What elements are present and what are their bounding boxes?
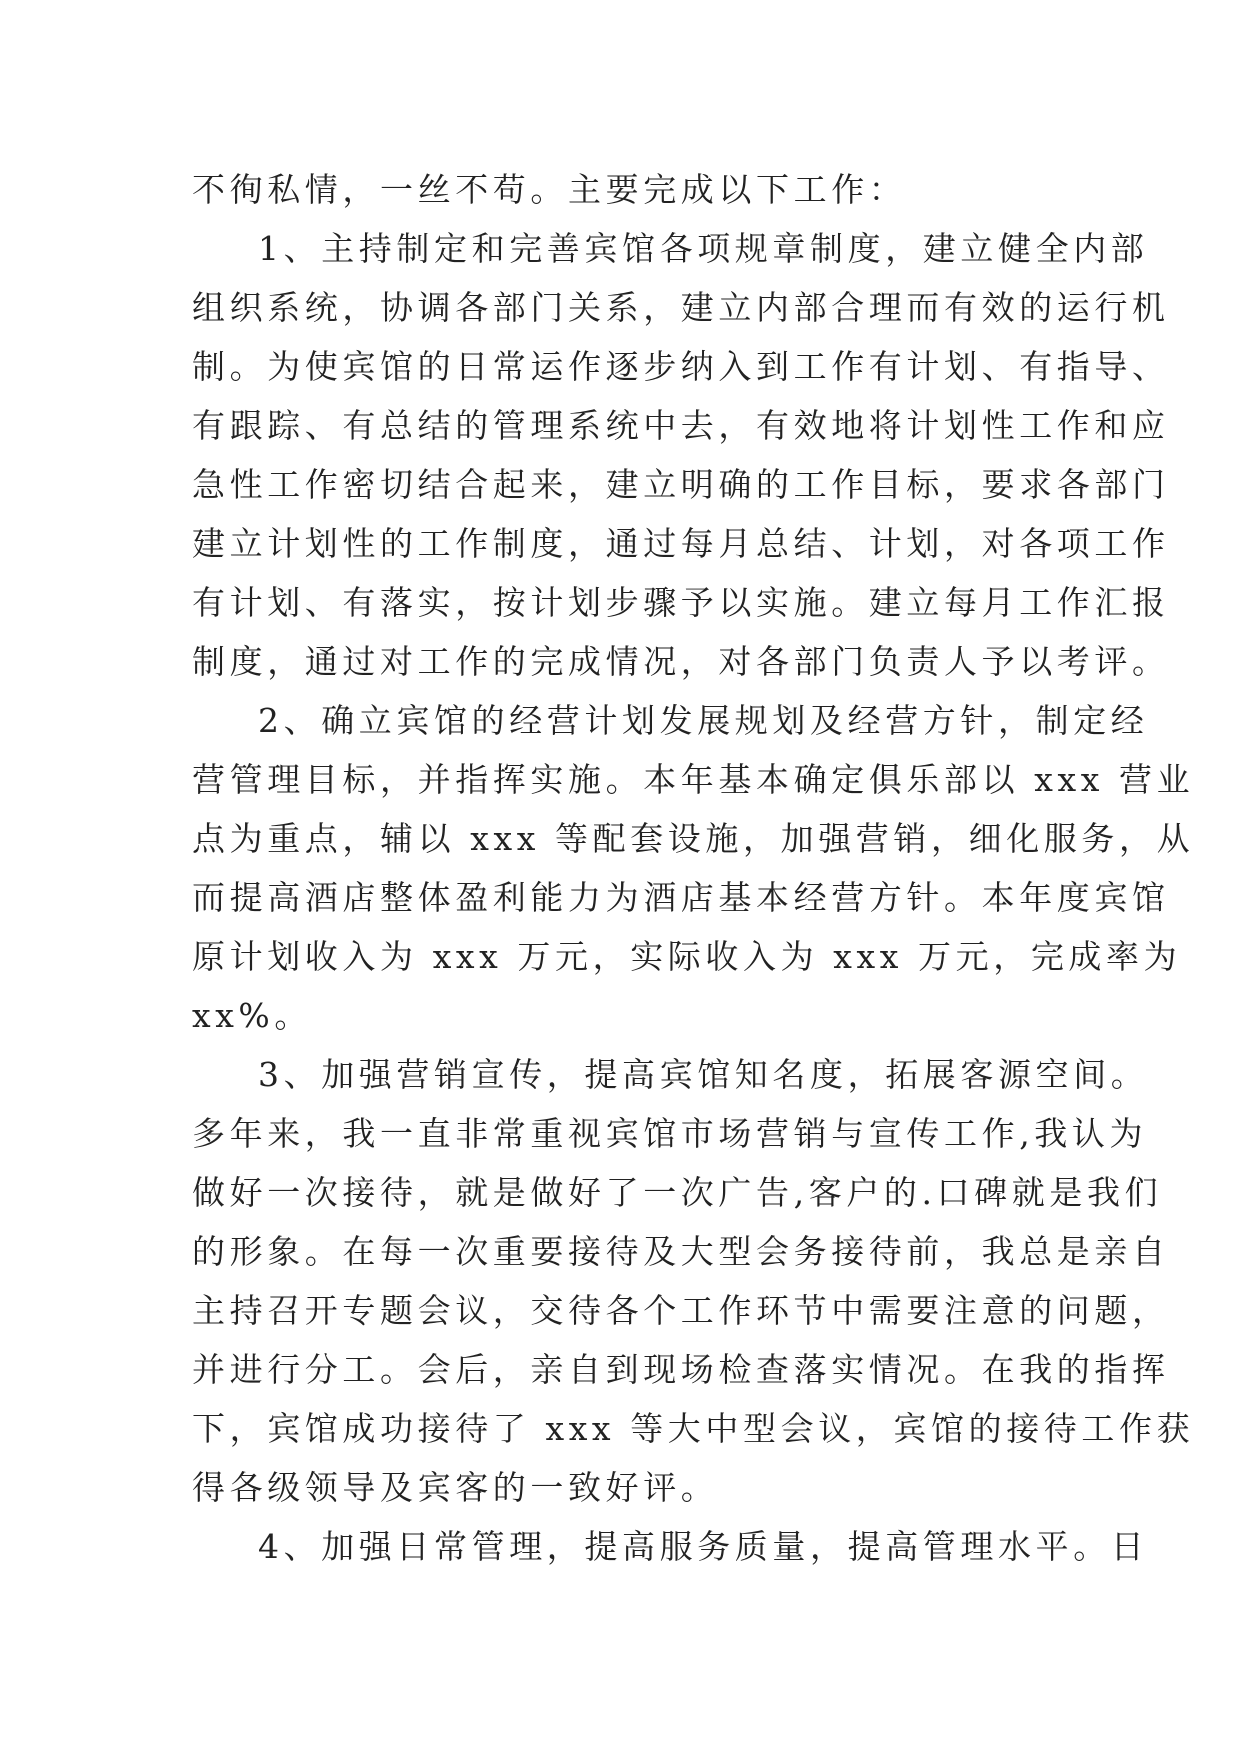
text-line: 有计划、有落实，按计划步骤予以实施。建立每月工作汇报: [192, 583, 1170, 622]
text-line: 点为重点，辅以 xxx 等配套设施，加强营销，细化服务，从: [192, 819, 1195, 858]
text-line: 下，宾馆成功接待了 xxx 等大中型会议，宾馆的接待工作获: [192, 1409, 1195, 1448]
text-line: 制。为使宾馆的日常运作逐步纳入到工作有计划、有指导、: [192, 347, 1170, 386]
text-line: 主持召开专题会议，交待各个工作环节中需要注意的问题，: [192, 1291, 1170, 1330]
text-line: 组织系统，协调各部门关系，建立内部合理而有效的运行机: [192, 288, 1170, 327]
text-line: 急性工作密切结合起来，建立明确的工作目标，要求各部门: [192, 465, 1170, 504]
text-line: 制度，通过对工作的完成情况，对各部门负责人予以考评。: [192, 642, 1170, 681]
text-line: 得各级领导及宾客的一致好评。: [192, 1468, 719, 1507]
text-line: 4、加强日常管理，提高服务质量，提高管理水平。日: [258, 1527, 1149, 1566]
text-line: 而提高酒店整体盈利能力为酒店基本经营方针。本年度宾馆: [192, 878, 1170, 917]
text-line: 1、主持制定和完善宾馆各项规章制度，建立健全内部: [258, 229, 1149, 268]
text-line: 的形象。在每一次重要接待及大型会务接待前，我总是亲自: [192, 1232, 1170, 1271]
text-line: 不徇私情，一丝不苟。主要完成以下工作：: [192, 170, 907, 209]
text-line: xx%。: [192, 996, 312, 1035]
text-line: 原计划收入为 xxx 万元，实际收入为 xxx 万元，完成率为: [192, 937, 1182, 976]
text-line: 有跟踪、有总结的管理系统中去，有效地将计划性工作和应: [192, 406, 1170, 445]
text-line: 3、加强营销宣传，提高宾馆知名度，拓展客源空间。: [258, 1055, 1149, 1094]
text-line: 建立计划性的工作制度，通过每月总结、计划，对各项工作: [192, 524, 1170, 563]
document-body: [192, 160, 1195, 1576]
text-line: 2、确立宾馆的经营计划发展规划及经营方针，制定经: [258, 701, 1149, 740]
text-line: 做好一次接待，就是做好了一次广告,客户的.口碑就是我们: [192, 1173, 1163, 1212]
text-line: 多年来，我一直非常重视宾馆市场营销与宣传工作,我认为: [192, 1114, 1148, 1153]
text-line: 营管理目标，并指挥实施。本年基本确定俱乐部以 xxx 营业: [192, 760, 1195, 799]
text-line: 并进行分工。会后，亲自到现场检查落实情况。在我的指挥: [192, 1350, 1170, 1389]
